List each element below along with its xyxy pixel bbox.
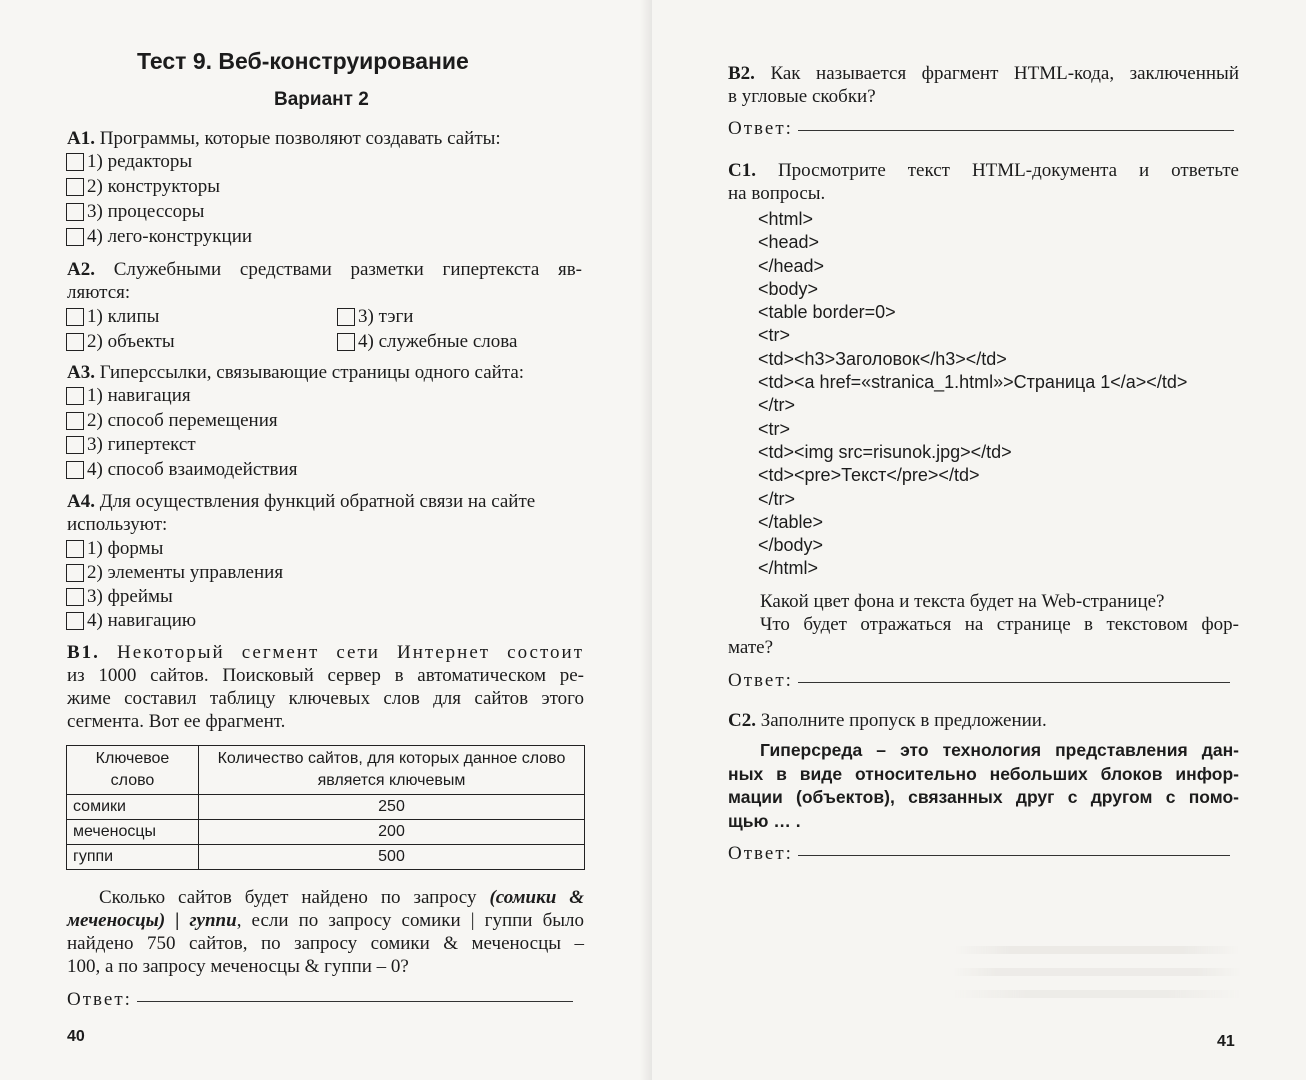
question-number: А1. xyxy=(67,128,95,149)
question-text: Заполните пропуск в предложении. xyxy=(760,710,1047,731)
b1-answer[interactable] xyxy=(67,988,573,1011)
page-number: 41 xyxy=(1217,1033,1235,1050)
code-line: </tr> xyxy=(758,488,796,509)
checkbox[interactable] xyxy=(337,333,355,351)
table-cell-word: гуппи xyxy=(67,845,199,870)
code-line: <body> xyxy=(758,278,819,299)
question-a4: А4. Для осуществления функций обратной связи на сайте используют: xyxy=(67,491,536,535)
variant-label: Вариант 2 xyxy=(274,89,369,110)
a2-option-4[interactable]: 4) служебные слова xyxy=(337,330,517,353)
question-a3 xyxy=(67,361,524,384)
table-row xyxy=(67,845,585,870)
code-line: <table border=0> xyxy=(758,302,896,323)
question-b1: В1. Некоторый сегмент сети Интернет состоит из 1000 сайтов. Поисковый сервер в автоматическом ре- жиме составил таблицу ключевых слов для сайтов этого сегмента. Вот ее фрагмент. xyxy=(67,642,585,732)
table-cell-count: 500 xyxy=(199,845,585,870)
code-line: <td><img src=risunok.jpg></td> xyxy=(758,441,1012,462)
question-number: А3. xyxy=(67,362,95,383)
table-cell-count: 250 xyxy=(199,795,585,820)
answer-line[interactable] xyxy=(137,1000,573,1002)
bleed-through-shadow xyxy=(952,940,1242,1000)
a1-option-1[interactable]: 1) редакторы xyxy=(66,150,192,173)
a4-option-4[interactable]: 4) навигацию xyxy=(66,609,196,632)
table-cell-word: сомики xyxy=(67,795,199,820)
question-c2 xyxy=(728,709,1047,732)
code-line: <td><a href=«stranica_1.html»>Страница 1</a></td> xyxy=(758,372,1188,393)
a4-option-1[interactable]: 1) формы xyxy=(66,537,163,560)
checkbox[interactable] xyxy=(66,564,84,582)
checkbox[interactable] xyxy=(66,203,84,221)
question-number: А4. xyxy=(67,491,95,512)
a4-option-3[interactable]: 3) фреймы xyxy=(66,585,173,608)
checkbox[interactable] xyxy=(66,588,84,606)
question-number: А2. xyxy=(67,259,95,280)
question-number: С2. xyxy=(728,710,756,731)
table-cell-word: меченосцы xyxy=(67,820,199,845)
table-header-row xyxy=(67,746,585,795)
c2-answer[interactable] xyxy=(728,842,1230,865)
code-line: <html> xyxy=(758,209,814,229)
b2-answer[interactable] xyxy=(728,117,1234,140)
question-number: С1. xyxy=(728,160,756,181)
table-header-keyword: Ключевое слово xyxy=(67,746,199,795)
table-header-count: Количество сайтов, для которых данное слово является ключевым xyxy=(199,746,585,795)
checkbox[interactable] xyxy=(66,178,84,196)
left-page xyxy=(0,0,652,1080)
table-row xyxy=(67,795,585,820)
code-line: </body> xyxy=(758,535,824,556)
checkbox[interactable] xyxy=(66,308,84,326)
c2-statement: Гиперсреда – это технология представления дан- ных в виде относительно небольших блоков инфор- мации (объектов), связанных друг с другом с помо- щью … . xyxy=(728,740,1239,831)
code-line: <tr> xyxy=(758,418,791,439)
checkbox[interactable] xyxy=(66,540,84,558)
question-number: В1. xyxy=(67,642,100,663)
code-line: <tr> xyxy=(758,325,791,346)
checkbox[interactable] xyxy=(66,228,84,246)
question-a2: А2. Служебными средствами разметки гипертекста яв- ляются: xyxy=(67,259,582,303)
code-line: <td><h3>Заголовок</h3></td> xyxy=(758,348,1007,369)
answer-label: Ответ: xyxy=(728,843,793,864)
table-cell-count: 200 xyxy=(199,820,585,845)
answer-label: Ответ: xyxy=(728,670,793,691)
answer-line[interactable] xyxy=(798,681,1230,683)
page-number: 40 xyxy=(67,1028,85,1045)
question-text: Гиперссылки, связывающие страницы одного сайта: xyxy=(99,362,525,383)
checkbox[interactable] xyxy=(337,308,355,326)
c1-questions: Какой цвет фона и текста будет на Web-странице? Что будет отражаться на странице в текстовом фор- мате? xyxy=(728,591,1239,658)
right-page xyxy=(652,0,1306,1080)
question-a1 xyxy=(67,127,501,150)
a1-option-2[interactable]: 2) конструкторы xyxy=(66,175,220,198)
keyword-table xyxy=(66,745,585,870)
checkbox[interactable] xyxy=(66,333,84,351)
a2-option-2[interactable]: 2) объекты xyxy=(66,330,175,353)
answer-label: Ответ: xyxy=(728,118,793,139)
a3-option-2[interactable]: 2) способ перемещения xyxy=(66,409,278,432)
question-b2: В2. Как называется фрагмент HTML-кода, заключенный в угловые скобки? xyxy=(728,63,1239,107)
checkbox[interactable] xyxy=(66,612,84,630)
code-line: </head> xyxy=(758,255,825,276)
a2-option-1[interactable]: 1) клипы xyxy=(66,305,159,328)
code-line: </tr> xyxy=(758,395,796,416)
code-line: </html> xyxy=(758,558,819,579)
test-title: Тест 9. Веб-конструирование xyxy=(137,48,469,74)
a4-option-2[interactable]: 2) элементы управления xyxy=(66,561,283,584)
a1-option-4[interactable]: 4) лего-конструкции xyxy=(66,225,252,248)
question-text: Программы, которые позволяют создавать сайты: xyxy=(99,128,501,149)
c1-answer[interactable] xyxy=(728,669,1230,692)
code-line: <head> xyxy=(758,232,820,253)
question-c1: С1. Просмотрите текст HTML-документа и ответьте на вопросы. xyxy=(728,160,1239,204)
question-number: В2. xyxy=(728,63,755,84)
a1-option-3[interactable]: 3) процессоры xyxy=(66,200,204,223)
checkbox[interactable] xyxy=(66,412,84,430)
code-line: </table> xyxy=(758,511,824,532)
a2-option-3[interactable]: 3) тэги xyxy=(337,305,413,328)
a3-option-3[interactable]: 3) гипертекст xyxy=(66,433,196,456)
checkbox[interactable] xyxy=(66,153,84,171)
html-code-listing xyxy=(758,208,1187,581)
b1-query-text: Сколько сайтов будет найдено по запросу (сомики & меченосцы) | гуппи, если по запросу сомики | гуппи было найдено 750 сайтов, по запросу сомики & меченосцы – 100, а по запросу меченосцы & гуппи – 0? xyxy=(67,887,585,977)
checkbox[interactable] xyxy=(66,387,84,405)
a3-option-1[interactable]: 1) навигация xyxy=(66,384,191,407)
checkbox[interactable] xyxy=(66,436,84,454)
table-row xyxy=(67,820,585,845)
code-line: <td><pre>Текст</pre></td> xyxy=(758,465,980,486)
answer-line[interactable] xyxy=(798,129,1234,131)
a3-option-4[interactable]: 4) способ взаимодействия xyxy=(66,458,297,481)
checkbox[interactable] xyxy=(66,461,84,479)
answer-label: Ответ: xyxy=(67,989,132,1010)
answer-line[interactable] xyxy=(798,854,1230,856)
